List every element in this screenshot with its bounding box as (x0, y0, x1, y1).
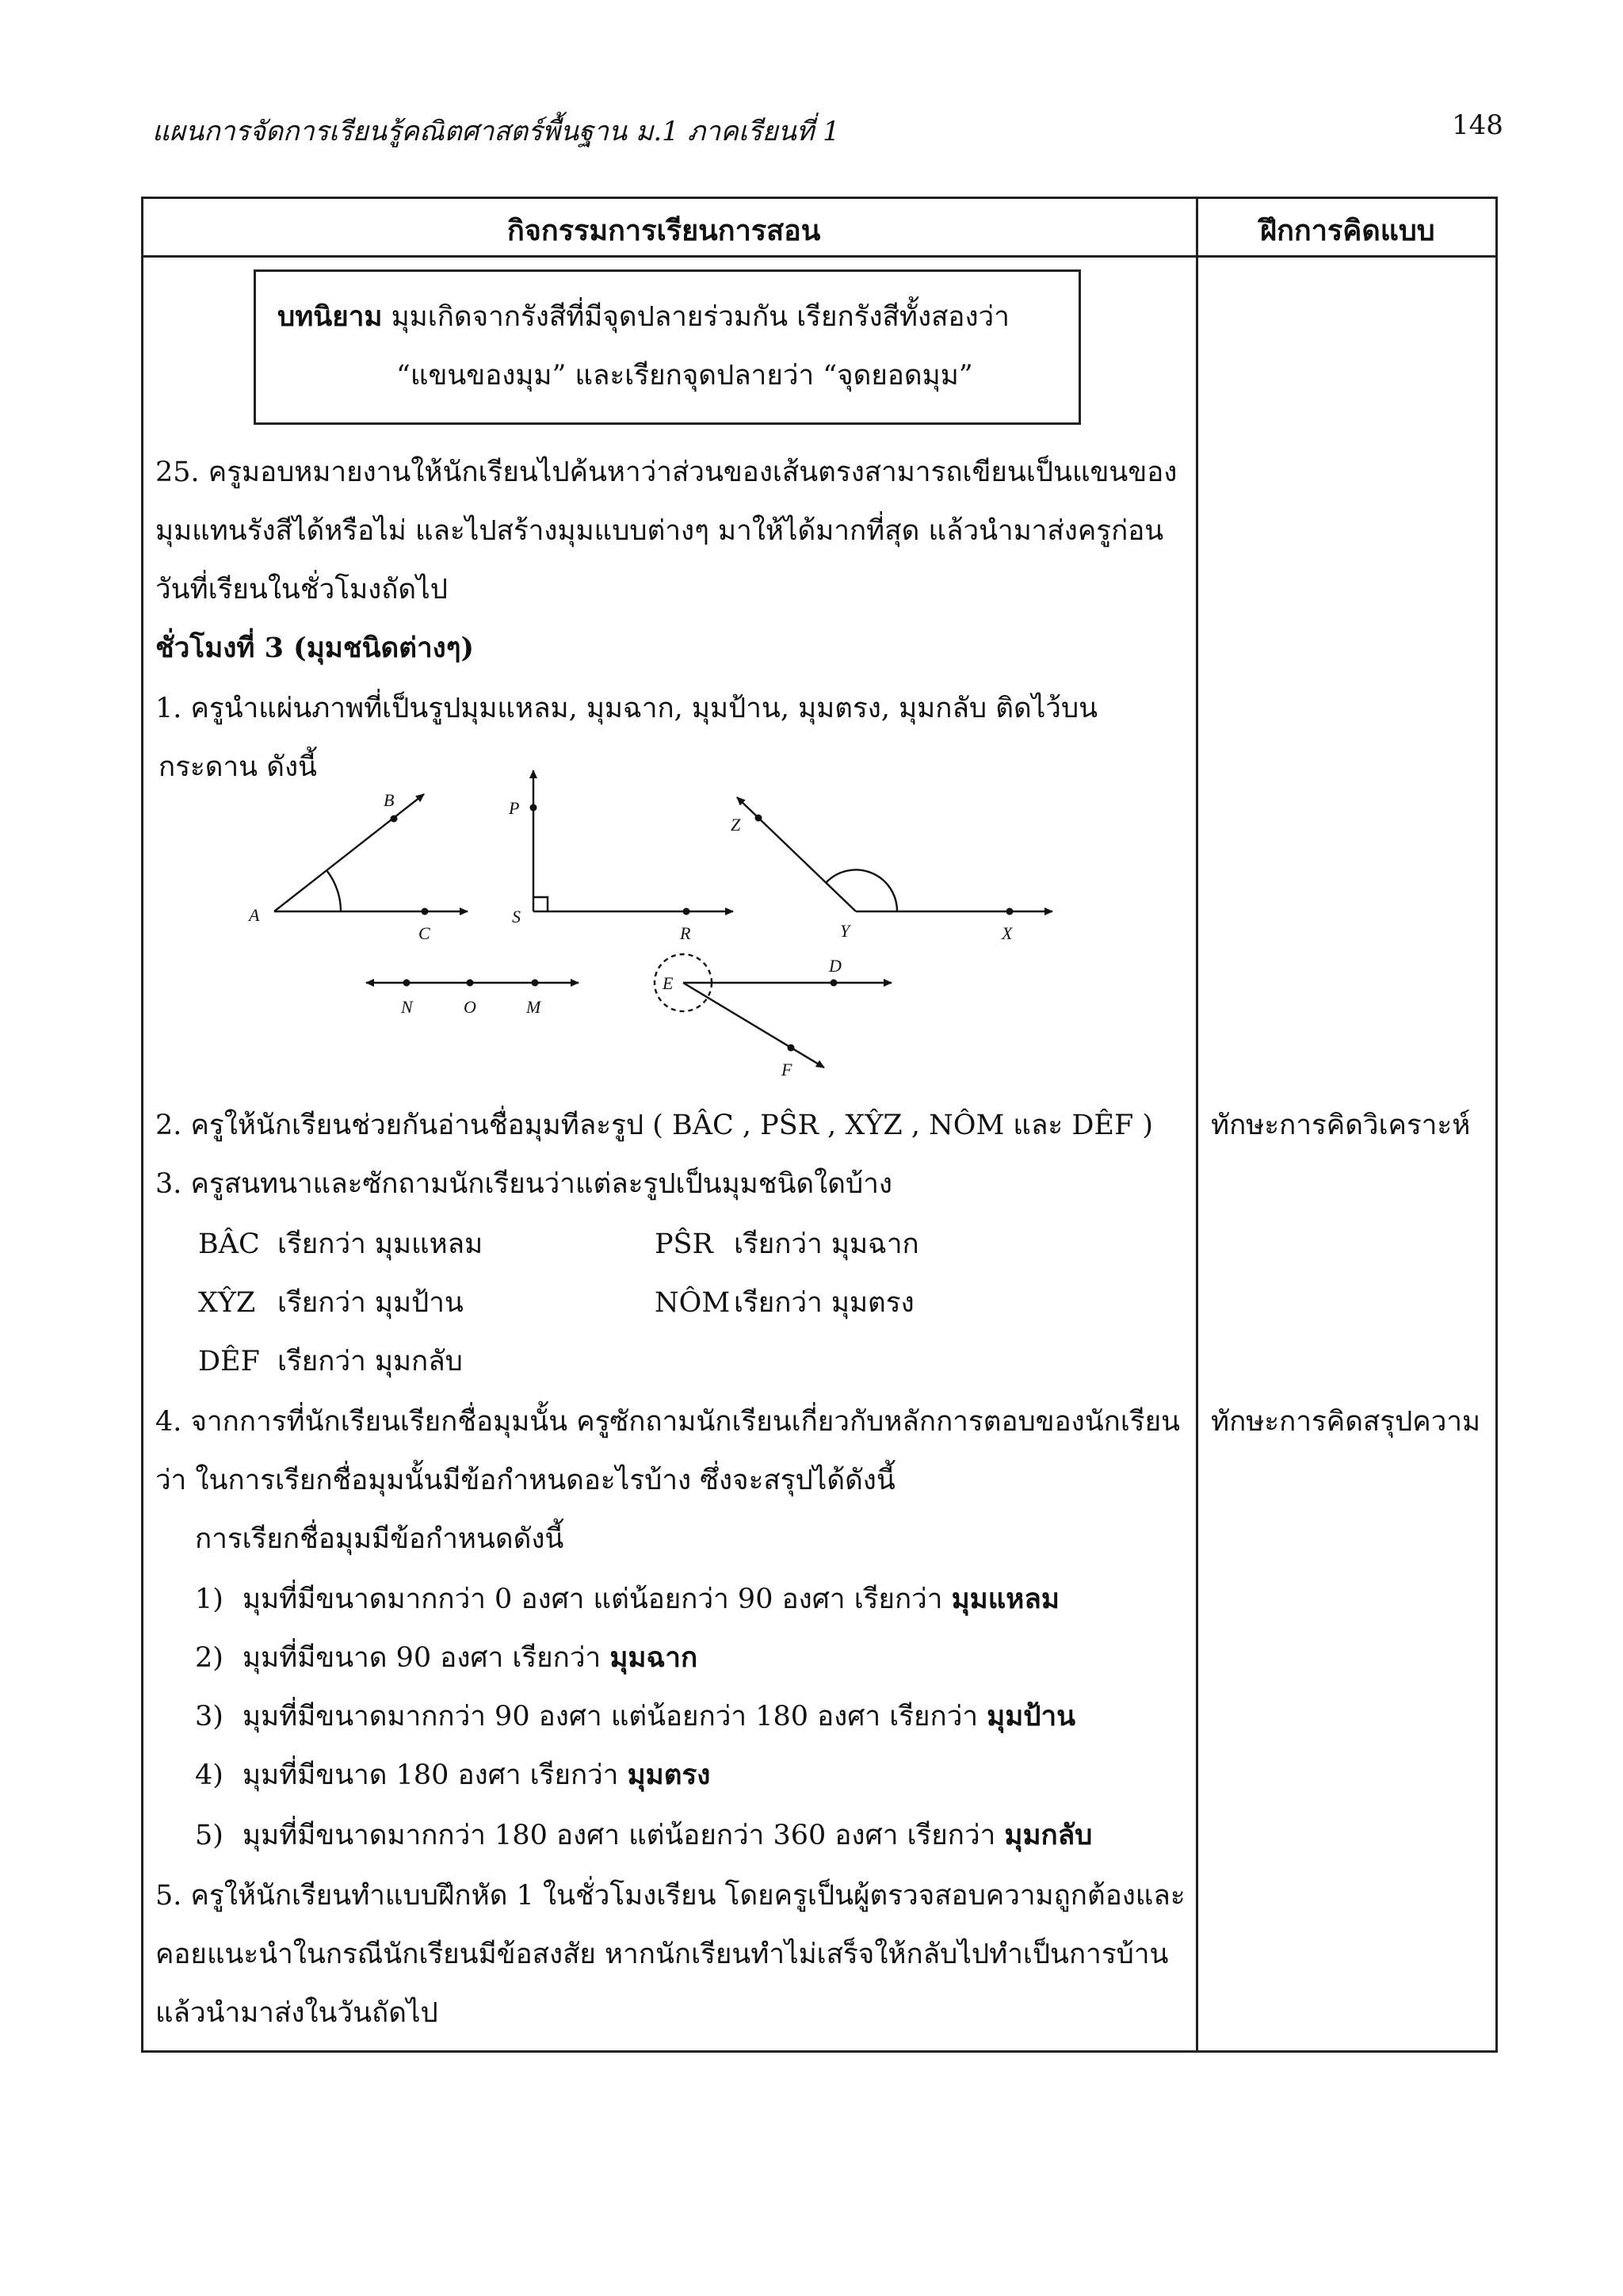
step4-line-1: 4. จากการที่นักเรียนเรียกชื่อมุมนั้น ครูซักถามนักเรียนเกี่ยวกับหลักการตอบของนักเรียน (155, 1406, 1181, 1438)
point-c (422, 908, 429, 915)
rules-intro: การเรียกชื่อมุมมีข้อกำหนดดังนี้ (195, 1523, 564, 1555)
label-y: Y (840, 921, 850, 941)
point-n (403, 980, 411, 987)
rule-number: 5) (195, 1820, 223, 1851)
rule-text: มุมที่มีขนาดมากกว่า 0 องศา แต่น้อยกว่า 90 องศา เรียกว่า (242, 1584, 952, 1615)
skill-summarizing: ทักษะการคิดสรุปความ (1211, 1406, 1481, 1438)
right-angle-mark (533, 897, 548, 911)
item25-line-2: มุมแทนรังสีได้หรือไม่ และไปสร้างมุมแบบต่างๆ มาให้ได้มากที่สุด แล้วนำมาส่งครูก่อน (155, 515, 1164, 547)
rule-term: มุมป้าน (987, 1700, 1076, 1733)
point-x (1006, 908, 1014, 915)
label-z: Z (731, 815, 741, 835)
label-f: F (781, 1060, 792, 1079)
point-p (530, 804, 537, 812)
step2-line: 2. ครูให้นักเรียนช่วยกันอ่านชื่อมุมทีละรูป ( BÂC , PŜR , XŶZ , NÔM และ DÊF ) (155, 1110, 1154, 1141)
angle-type-text: เรียกว่า มุมตรง (734, 1287, 915, 1319)
rule-term: มุมแหลม (951, 1583, 1060, 1615)
obtuse-angle-arc (826, 869, 897, 911)
rule-item (195, 1636, 697, 1679)
document-header-title: แผนการจัดการเรียนรู้คณิตศาสตร์พื้นฐาน ม.1 ภาคเรียนที่ 1 (152, 116, 840, 147)
label-c: C (418, 923, 430, 943)
label-o: O (464, 997, 476, 1017)
point-b (391, 816, 398, 823)
rule-number: 2) (195, 1642, 223, 1674)
angle-name: PŜR (655, 1228, 713, 1260)
point-m (532, 980, 539, 987)
point-o (467, 980, 474, 987)
rule-text: มุมที่มีขนาดมากกว่า 180 องศา แต่น้อยกว่า 360 องศา เรียกว่า (242, 1820, 1005, 1851)
definition-line-2: “แขนของมุม” และเรียกจุดปลายว่า “จุดยอดมุม” (396, 360, 973, 392)
label-p: P (509, 798, 520, 818)
rule-text: มุมที่มีขนาดมากกว่า 90 องศา แต่น้อยกว่า 180 องศา เรียกว่า (242, 1701, 987, 1733)
column-header-thinking-skills: ฝึกการคิดแบบ (1260, 214, 1435, 247)
angle-type-text: เรียกว่า มุมแหลม (277, 1228, 483, 1260)
label-n: N (401, 997, 413, 1017)
ray-ef (683, 983, 824, 1068)
rule-number: 4) (195, 1759, 223, 1791)
angle-types-figure (0, 0, 1623, 1110)
rule-item (195, 1813, 1092, 1857)
rule-term: มุมตรง (627, 1759, 711, 1791)
label-e: E (663, 973, 674, 993)
step3-line: 3. ครูสนทนาและซักถามนักเรียนว่าแต่ละรูปเป็นมุมชนิดใดบ้าง (155, 1168, 892, 1200)
acute-angle-arc (327, 870, 341, 911)
label-s: S (512, 907, 521, 926)
step5-line-3: แล้วนำมาส่งในวันถัดไป (155, 1997, 438, 2029)
page-number: 148 (1452, 109, 1503, 141)
label-r: R (680, 923, 691, 943)
label-a: A (249, 905, 260, 925)
definition-term: บทนิยาม (277, 300, 383, 333)
ray-yz (737, 797, 856, 911)
step5-line-2: คอยแนะนำในกรณีนักเรียนมีข้อสงสัย หากนักเรียนทำไม่เสร็จให้กลับไปทำเป็นการบ้าน (155, 1939, 1169, 1970)
item25-line-3: วันที่เรียนในชั่วโมงถัดไป (155, 574, 448, 606)
rule-number: 3) (195, 1701, 223, 1733)
rule-item (195, 1753, 710, 1797)
label-b: B (384, 790, 395, 810)
angle-type-text: เรียกว่า มุมกลับ (277, 1346, 463, 1377)
step1-line-2: กระดาน ดังนี้ (158, 751, 317, 783)
angle-type-row (655, 1281, 915, 1324)
step5-line-1: 5. ครูให้นักเรียนทำแบบฝึกหัด 1 ในชั่วโมงเรียน โดยครูเป็นผู้ตรวจสอบความถูกต้องและ (155, 1880, 1186, 1912)
angle-name: DÊF (198, 1346, 260, 1377)
column-header-activities: กิจกรรมการเรียนการสอน (507, 214, 821, 247)
angle-type-text: เรียกว่า มุมฉาก (734, 1228, 919, 1260)
point-z (755, 815, 762, 822)
point-r (683, 908, 690, 915)
rule-term: มุมฉาก (609, 1641, 698, 1674)
angle-type-row (198, 1339, 463, 1383)
rule-text: มุมที่มีขนาด 180 องศา เรียกว่า (242, 1759, 628, 1791)
step4-line-2: ว่า ในการเรียกชื่อมุมนั้นมีข้อกำหนดอะไรบ้าง ซึ่งจะสรุปได้ดังนี้ (155, 1465, 896, 1496)
label-m: M (526, 997, 541, 1017)
definition-text-1: มุมเกิดจากรังสีที่มีจุดปลายร่วมกัน เรียกรังสีทั้งสองว่า (391, 301, 1010, 333)
angle-type-text: เรียกว่า มุมป้าน (277, 1287, 464, 1319)
point-d (831, 980, 838, 987)
step1-line-1: 1. ครูนำแผ่นภาพที่เป็นรูปมุมแหลม, มุมฉาก, มุมป้าน, มุมตรง, มุมกลับ ติดไว้บน (155, 693, 1098, 724)
label-x: X (1002, 923, 1013, 943)
point-f (788, 1045, 795, 1052)
angle-name: XŶZ (198, 1287, 256, 1319)
rule-term: มุมกลับ (1004, 1819, 1093, 1851)
hour3-heading: ชั่วโมงที่ 3 (มุมชนิดต่างๆ) (155, 632, 475, 664)
rule-item (195, 1577, 1060, 1621)
label-d: D (829, 956, 842, 976)
angle-name: BÂC (198, 1228, 260, 1260)
rule-item (195, 1694, 1075, 1738)
angle-name: NÔM (655, 1287, 731, 1319)
skill-analytical-thinking: ทักษะการคิดวิเคราะห์ (1211, 1110, 1471, 1141)
ray-ab (274, 794, 424, 911)
rule-number: 1) (195, 1584, 223, 1615)
item25-line-1: 25. ครูมอบหมายงานให้นักเรียนไปค้นหาว่าส่วนของเส้นตรงสามารถเขียนเป็นแขนของ (155, 457, 1178, 488)
angle-type-row (655, 1222, 919, 1266)
rule-text: มุมที่มีขนาด 90 องศา เรียกว่า (242, 1642, 610, 1674)
angle-type-row (198, 1281, 464, 1324)
angle-type-row (198, 1222, 483, 1266)
